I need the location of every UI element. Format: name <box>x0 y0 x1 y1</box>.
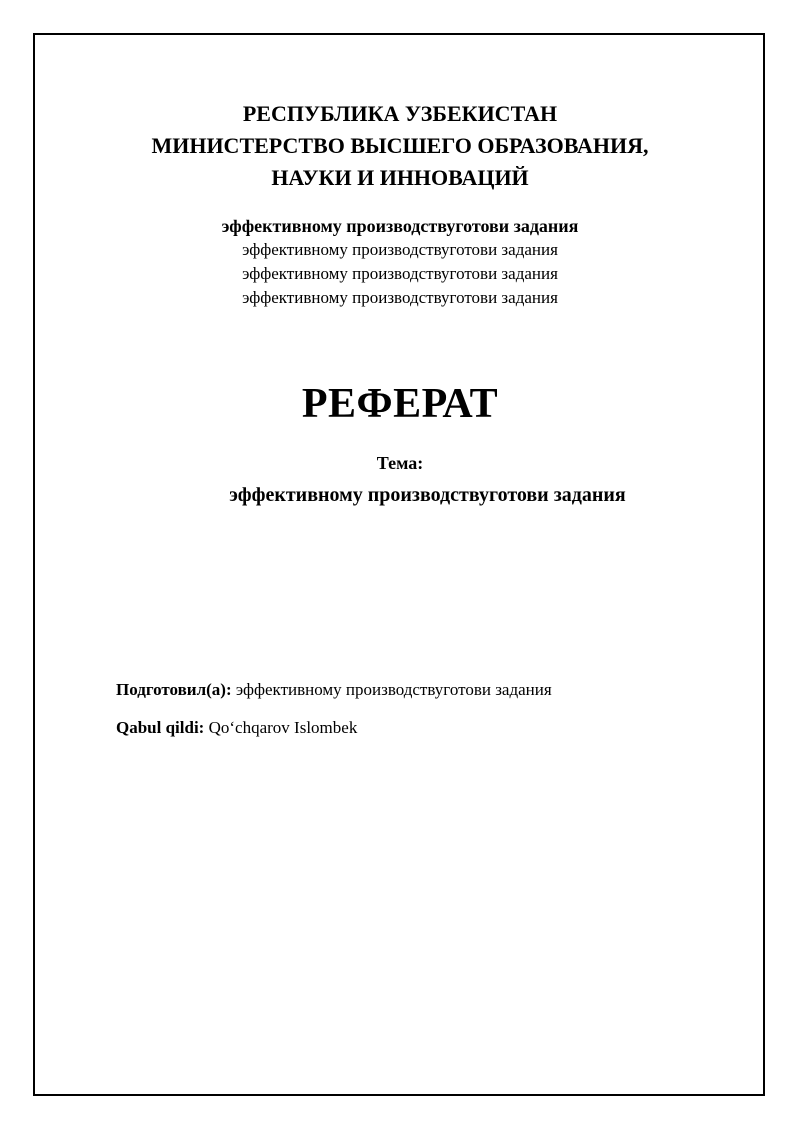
document-type-title: РЕФЕРАТ <box>301 381 499 427</box>
institution-line-2: эффективному производствуготови задания <box>242 264 558 283</box>
accepted-by-value: Qo‘chqarov Islombek <box>208 718 358 737</box>
header <box>0 98 800 194</box>
institution-line-3: эффективному производствуготови задания <box>242 288 558 307</box>
prepared-by-row <box>116 678 552 702</box>
header-country: РЕСПУБЛИКА УЗБЕКИСТАН <box>242 101 558 126</box>
accepted-by-row <box>116 716 357 740</box>
prepared-by-label: Подготовил(а): <box>116 680 232 699</box>
prepared-by-value: эффективному производствуготови задания <box>235 680 552 699</box>
institution-name: эффективному производствуготови задания <box>221 216 579 236</box>
header-ministry: МИНИСТЕРСТВО ВЫСШЕГО ОБРАЗОВАНИЯ, <box>151 133 649 158</box>
header-ministry-cont: НАУКИ И ИННОВАЦИЙ <box>271 165 529 190</box>
accepted-by-label: Qabul qildi: <box>116 718 205 737</box>
topic-value: эффективному производствуготови задания <box>229 484 626 506</box>
institution-line-1: эффективному производствуготови задания <box>242 240 558 259</box>
topic-label: Тема: <box>376 453 424 473</box>
institution-block <box>0 214 800 310</box>
